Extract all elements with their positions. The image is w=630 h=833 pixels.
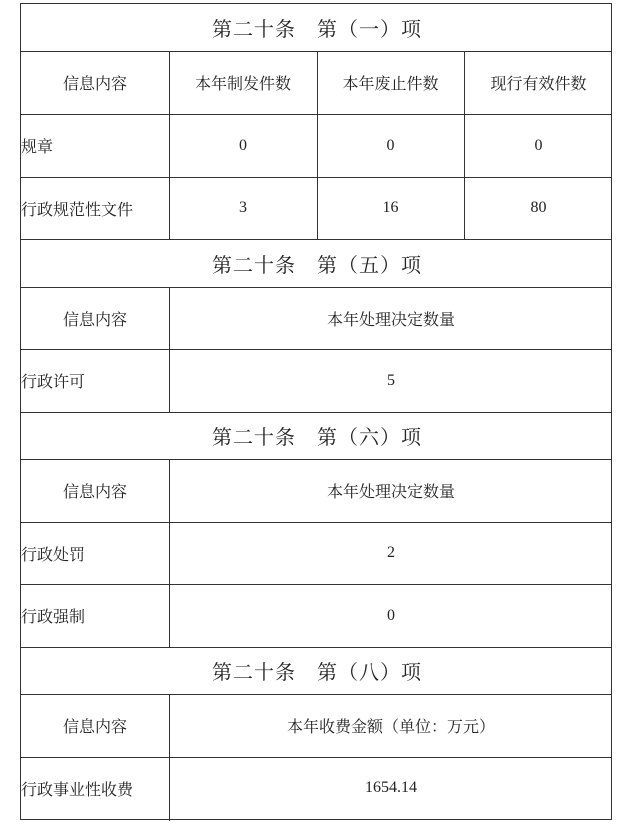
header-info-content: 信息内容 [62, 482, 127, 501]
cell-value: 3 [239, 199, 247, 216]
header-info-content: 信息内容 [62, 309, 127, 329]
cell-value: 0 [386, 136, 395, 154]
section-title-8: 第二十条 第（八）项 [212, 660, 422, 684]
section-title-5: 第二十条 第（五）项 [212, 252, 422, 277]
row-label-admin-fees: 行政事业性收费 [21, 779, 134, 799]
header-info-content: 信息内容 [62, 717, 127, 736]
disclosure-table [20, 3, 612, 820]
row-label-enforcement: 行政强制 [21, 607, 86, 626]
row-label-licensing: 行政许可 [21, 372, 86, 391]
row-label-regulations: 规章 [21, 137, 54, 156]
header-decision-count: 本年处理决定数量 [326, 482, 455, 501]
header-issued-count: 本年制发件数 [194, 74, 291, 93]
cell-value: 16 [382, 199, 399, 216]
cell-value: 80 [530, 199, 547, 216]
header-repealed-count: 本年废止件数 [342, 74, 439, 93]
header-info-content: 信息内容 [62, 74, 127, 93]
cell-value: 2 [387, 544, 395, 561]
cell-value: 0 [534, 136, 543, 154]
section-title-1: 第二十条 第（一）项 [212, 17, 422, 41]
cell-value: 0 [387, 606, 395, 624]
cell-value: 1654.14 [365, 779, 417, 796]
header-decision-count: 本年处理决定数量 [326, 309, 455, 329]
section-title-6: 第二十条 第（六）项 [212, 425, 422, 449]
header-fee-amount: 本年收费金额（单位：万元） [286, 717, 495, 736]
row-label-normative-docs: 行政规范性文件 [21, 199, 134, 219]
cell-value: 0 [239, 136, 247, 154]
cell-value: 5 [387, 371, 395, 389]
header-valid-count: 现行有效件数 [490, 74, 587, 93]
row-label-penalty: 行政处罚 [21, 544, 86, 564]
